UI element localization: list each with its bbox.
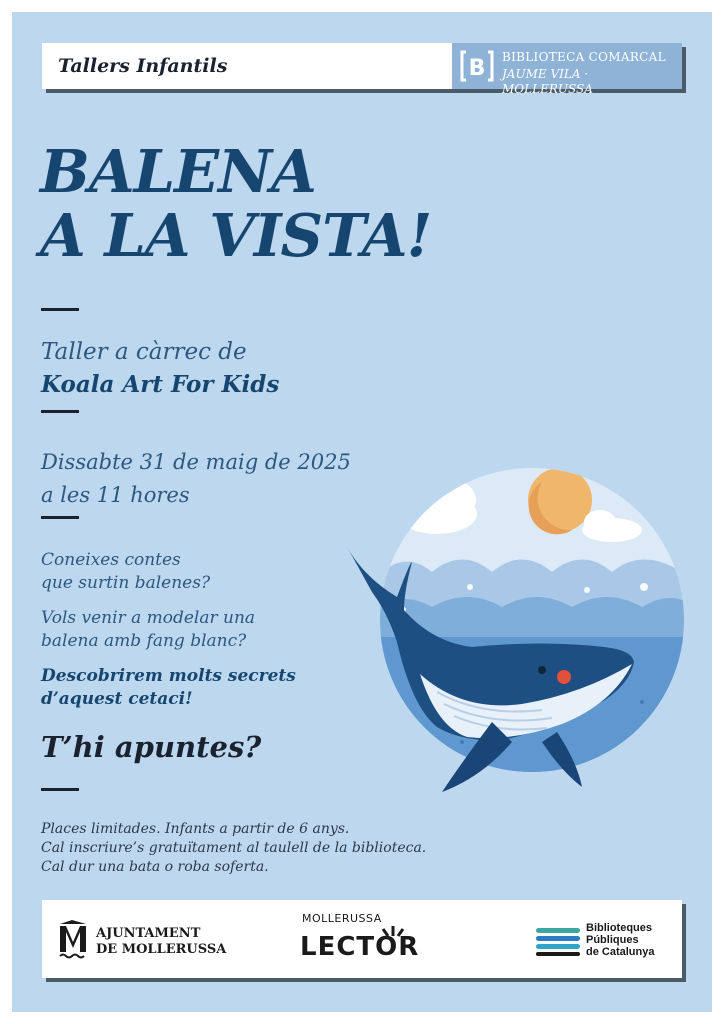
mollerussa-lector-logo — [300, 912, 430, 968]
question-1 — [41, 549, 210, 595]
question-3-line-1: Descobrirem molts secrets — [41, 666, 296, 686]
page-title — [40, 137, 432, 270]
call-to-action: T’hi apuntes? — [41, 730, 262, 764]
section-title: Tallers Infantils — [58, 55, 228, 77]
workshop-lead: Taller a càrrec de — [41, 339, 247, 365]
books-icon — [536, 926, 582, 956]
lector-word: LECTOR — [300, 932, 420, 962]
title-line-2: A LA VISTA! — [40, 201, 432, 270]
notes — [41, 820, 426, 877]
divider — [41, 516, 79, 519]
event-time: a les 11 hores — [41, 483, 190, 507]
biblioteques-publiques-logo — [536, 920, 676, 960]
library-location: JAUME VILA · MOLLERUSSA — [502, 67, 593, 96]
workshop-author: Koala Art For Kids — [41, 371, 280, 398]
poster — [12, 12, 712, 1012]
notes-line-1: Places limitades. Infants a partir de 6 anys. — [41, 821, 350, 837]
ajuntament-logo — [58, 918, 228, 962]
question-3-line-2: d’aquest cetaci! — [41, 689, 193, 709]
lector-top-label: MOLLERUSSA — [302, 912, 382, 925]
bpc-line-2: Públiques — [586, 934, 639, 946]
library-name: BIBLIOTECA COMARCAL — [502, 50, 666, 64]
question-2 — [41, 607, 255, 653]
question-1-line-2: que surtin balenes? — [41, 573, 211, 593]
title-line-1: BALENA — [40, 137, 316, 206]
library-block — [452, 43, 682, 96]
bpc-line-1: Biblioteques — [586, 922, 653, 934]
whale-illustration — [342, 442, 687, 802]
ajuntament-line-2: DE MOLLERUSSA — [96, 942, 227, 957]
ajuntament-line-1: AJUNTAMENT — [96, 926, 201, 941]
divider — [41, 410, 79, 413]
ajuntament-text — [96, 926, 226, 958]
footer-bar — [42, 900, 682, 978]
divider — [41, 788, 79, 791]
question-1-line-1: Coneixes contes — [41, 550, 181, 570]
library-logo-letter: B — [468, 56, 486, 81]
divider — [41, 308, 79, 311]
question-2-line-1: Vols venir a modelar una — [41, 608, 256, 628]
cloud-icon — [397, 480, 477, 534]
bpc-text — [586, 922, 654, 958]
header-bar — [42, 43, 682, 96]
question-2-line-2: balena amb fang blanc? — [41, 631, 247, 651]
question-3 — [41, 665, 296, 711]
ajuntament-crest-icon — [58, 918, 88, 962]
library-logo-icon — [460, 49, 494, 83]
notes-line-3: Cal dur una bata o roba soferta. — [41, 859, 269, 875]
notes-line-2: Cal inscriure’s gratuïtament al taulell de la biblioteca. — [41, 840, 427, 856]
event-date: Dissabte 31 de maig de 2025 — [41, 450, 351, 474]
bpc-line-3: de Catalunya — [586, 946, 655, 958]
